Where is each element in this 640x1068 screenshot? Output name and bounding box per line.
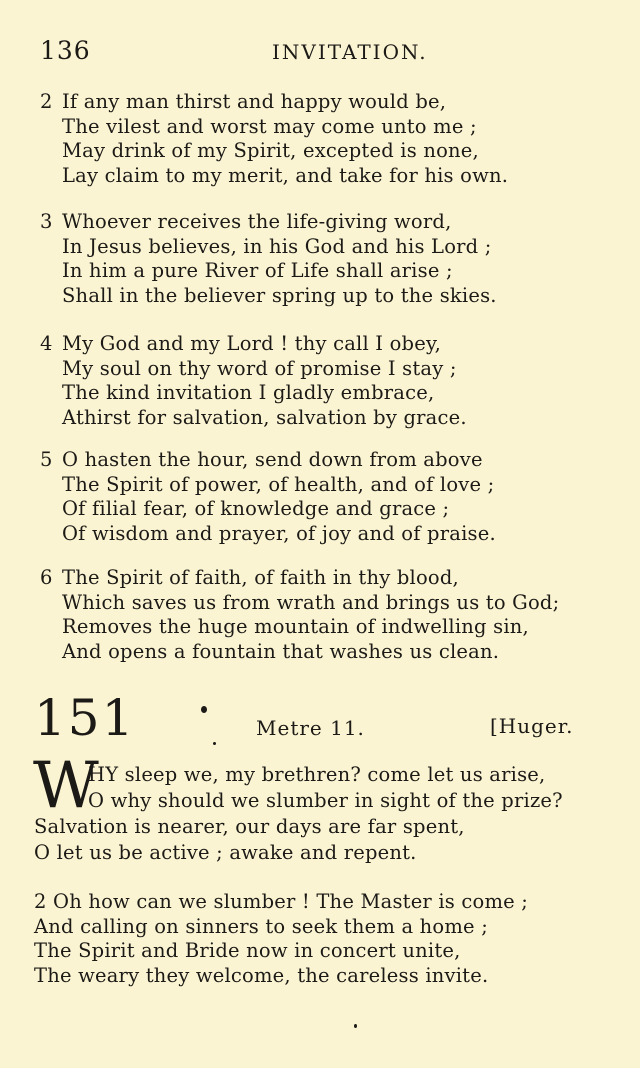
stanza-line: O let us be active ; awake and repent. <box>34 841 417 864</box>
stanza-line: The Spirit of power, of health, and of love ; <box>62 472 495 496</box>
hymn-stanza-1 <box>34 762 614 866</box>
stanza-line-text: O hasten the hour, send down from above <box>62 448 483 471</box>
print-speck <box>354 1024 357 1028</box>
stanza-line <box>40 210 610 235</box>
print-speck <box>213 742 216 745</box>
stanza-line <box>34 890 614 915</box>
stanza-line <box>40 448 610 473</box>
running-title: INVITATION. <box>272 40 428 64</box>
stanza-line: Of wisdom and prayer, of joy and of praise. <box>62 521 496 545</box>
hymn-number: 151 <box>34 689 136 747</box>
stanza-line-text: My God and my Lord ! thy call I obey, <box>62 332 441 355</box>
hymn-stanza-2 <box>34 890 614 988</box>
stanza-line: HY sleep we, my brethren? come let us arise, <box>88 763 546 786</box>
hymn-meter: Metre 11. <box>256 716 365 740</box>
stanza-6 <box>40 566 610 664</box>
stanza-5 <box>40 448 610 546</box>
stanza-line: May drink of my Spirit, excepted is none, <box>62 139 479 162</box>
page-header <box>40 36 600 66</box>
stanza-number: 4 <box>40 332 53 355</box>
stanza-line: And opens a fountain that washes us clean. <box>62 639 500 663</box>
stanza-4 <box>40 332 610 430</box>
stanza-line: The Spirit and Bride now in concert unite, <box>34 939 461 962</box>
stanza-line: Lay claim to my merit, and take for his own. <box>62 163 509 187</box>
stanza-line: The kind invitation I gladly embrace, <box>62 381 435 404</box>
stanza-line: O why should we slumber in sight of the prize? <box>88 789 563 812</box>
stanza-line: My soul on thy word of promise I stay ; <box>62 356 457 380</box>
hymn-heading <box>34 690 604 750</box>
stanza-line: And calling on sinners to seek them a home ; <box>34 914 488 938</box>
stanza-line-text: Whoever receives the life-giving word, <box>62 210 452 233</box>
stanza-line-text: Oh how can we slumber ! The Master is come ; <box>53 890 529 913</box>
stanza-3 <box>40 210 610 308</box>
stanza-line <box>40 332 610 357</box>
stanza-number: 2 <box>40 90 53 113</box>
page-number: 136 <box>40 36 91 65</box>
stanza-line: The vilest and worst may come unto me ; <box>62 114 477 138</box>
stanza-2 <box>40 90 610 188</box>
stanza-number: 5 <box>40 448 53 471</box>
drop-cap: W <box>33 749 99 823</box>
stanza-line: Of filial fear, of knowledge and grace ; <box>62 497 450 520</box>
stanza-line <box>40 566 610 591</box>
stanza-line-text: If any man thirst and happy would be, <box>62 90 447 113</box>
stanza-number: 2 <box>34 890 47 913</box>
stanza-number: 6 <box>40 566 53 589</box>
print-speck <box>201 706 207 713</box>
stanza-line-text: The Spirit of faith, of faith in thy blood, <box>62 566 459 589</box>
stanza-line: The weary they welcome, the careless invite. <box>34 963 489 987</box>
stanza-line: Which saves us from wrath and brings us to God; <box>62 590 560 614</box>
stanza-line: In him a pure River of Life shall arise ; <box>62 259 453 282</box>
stanza-line <box>40 90 610 115</box>
stanza-line: In Jesus believes, in his God and his Lord ; <box>62 234 492 258</box>
stanza-line: Salvation is nearer, our days are far spent, <box>34 815 465 838</box>
stanza-line: Shall in the believer spring up to the skies. <box>62 283 497 307</box>
stanza-number: 3 <box>40 210 53 233</box>
hymn-tune: [Huger. <box>490 714 574 738</box>
stanza-line: Removes the huge mountain of indwelling sin, <box>62 615 529 638</box>
stanza-line: Athirst for salvation, salvation by grace. <box>62 405 467 429</box>
